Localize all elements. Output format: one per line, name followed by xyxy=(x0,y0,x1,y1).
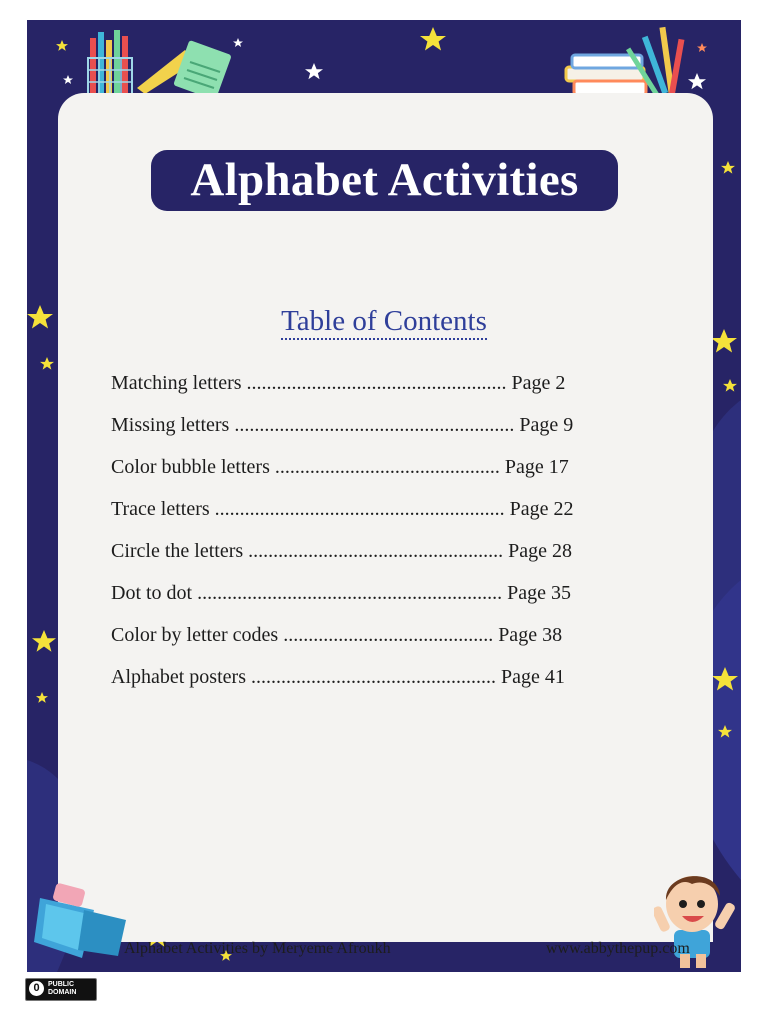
toc-heading xyxy=(0,305,768,338)
toc-leader: ............................................. xyxy=(274,456,500,478)
toc-entry-page: Page 28 xyxy=(508,540,573,562)
toc-entry xyxy=(111,456,569,479)
toc-leader: .................................................... xyxy=(246,372,507,394)
toc-leader: ............................................................. xyxy=(197,582,503,604)
star-icon xyxy=(718,725,732,738)
star-icon xyxy=(721,161,735,174)
page-title: Alphabet Activities xyxy=(151,150,618,211)
star-icon xyxy=(697,43,707,52)
toc-leader: ................................................. xyxy=(250,666,496,688)
toc-entry xyxy=(111,498,574,521)
footer-author: Alphabet Activities by Meryeme Afroukh xyxy=(124,940,391,957)
toc-entry-page: Page 22 xyxy=(509,498,574,520)
toc-entry xyxy=(111,624,562,647)
toc-entry-label: Missing letters xyxy=(111,414,230,436)
toc-leader: .......................................... xyxy=(283,624,494,646)
toc-leader: .......................................................... xyxy=(214,498,505,520)
star-icon xyxy=(305,63,323,79)
toc-entry xyxy=(111,582,571,605)
star-icon xyxy=(56,40,68,51)
toc-entry-label: Circle the letters xyxy=(111,540,244,562)
star-icon xyxy=(420,27,446,51)
star-icon xyxy=(40,357,54,370)
toc-entry xyxy=(111,414,573,437)
star-icon xyxy=(63,75,73,84)
open-book-icon xyxy=(34,880,134,960)
toc-entry-page: Page 2 xyxy=(511,372,566,394)
badge-text: PUBLIC DOMAIN xyxy=(48,981,77,996)
star-icon xyxy=(723,379,737,392)
toc-heading-text: Table of Contents xyxy=(281,305,487,340)
toc-entry-label: Color bubble letters xyxy=(111,456,270,478)
toc-leader: ........................................................ xyxy=(234,414,515,436)
star-icon xyxy=(712,667,738,691)
toc-entry-page: Page 9 xyxy=(519,414,574,436)
toc-entry-label: Matching letters xyxy=(111,372,242,394)
star-icon xyxy=(36,692,48,703)
toc-entry-label: Alphabet posters xyxy=(111,666,246,688)
star-icon xyxy=(32,630,56,652)
toc-entry-page: Page 41 xyxy=(500,666,565,688)
public-domain-icon: 0 xyxy=(29,981,44,996)
star-icon xyxy=(688,73,706,89)
toc-entry-label: Dot to dot xyxy=(111,582,193,604)
toc-entry xyxy=(111,372,565,395)
toc-entry-label: Color by letter codes xyxy=(111,624,279,646)
toc-entry-page: Page 35 xyxy=(507,582,572,604)
footer-website[interactable]: www.abbythepup.com xyxy=(546,940,690,957)
toc-entry-page: Page 38 xyxy=(498,624,563,646)
toc-entry xyxy=(111,666,565,689)
public-domain-badge[interactable] xyxy=(25,978,97,1001)
toc-entry xyxy=(111,540,572,563)
toc-entry-page: Page 17 xyxy=(504,456,569,478)
toc-leader: ................................................... xyxy=(248,540,504,562)
toc-entry-label: Trace letters xyxy=(111,498,210,520)
